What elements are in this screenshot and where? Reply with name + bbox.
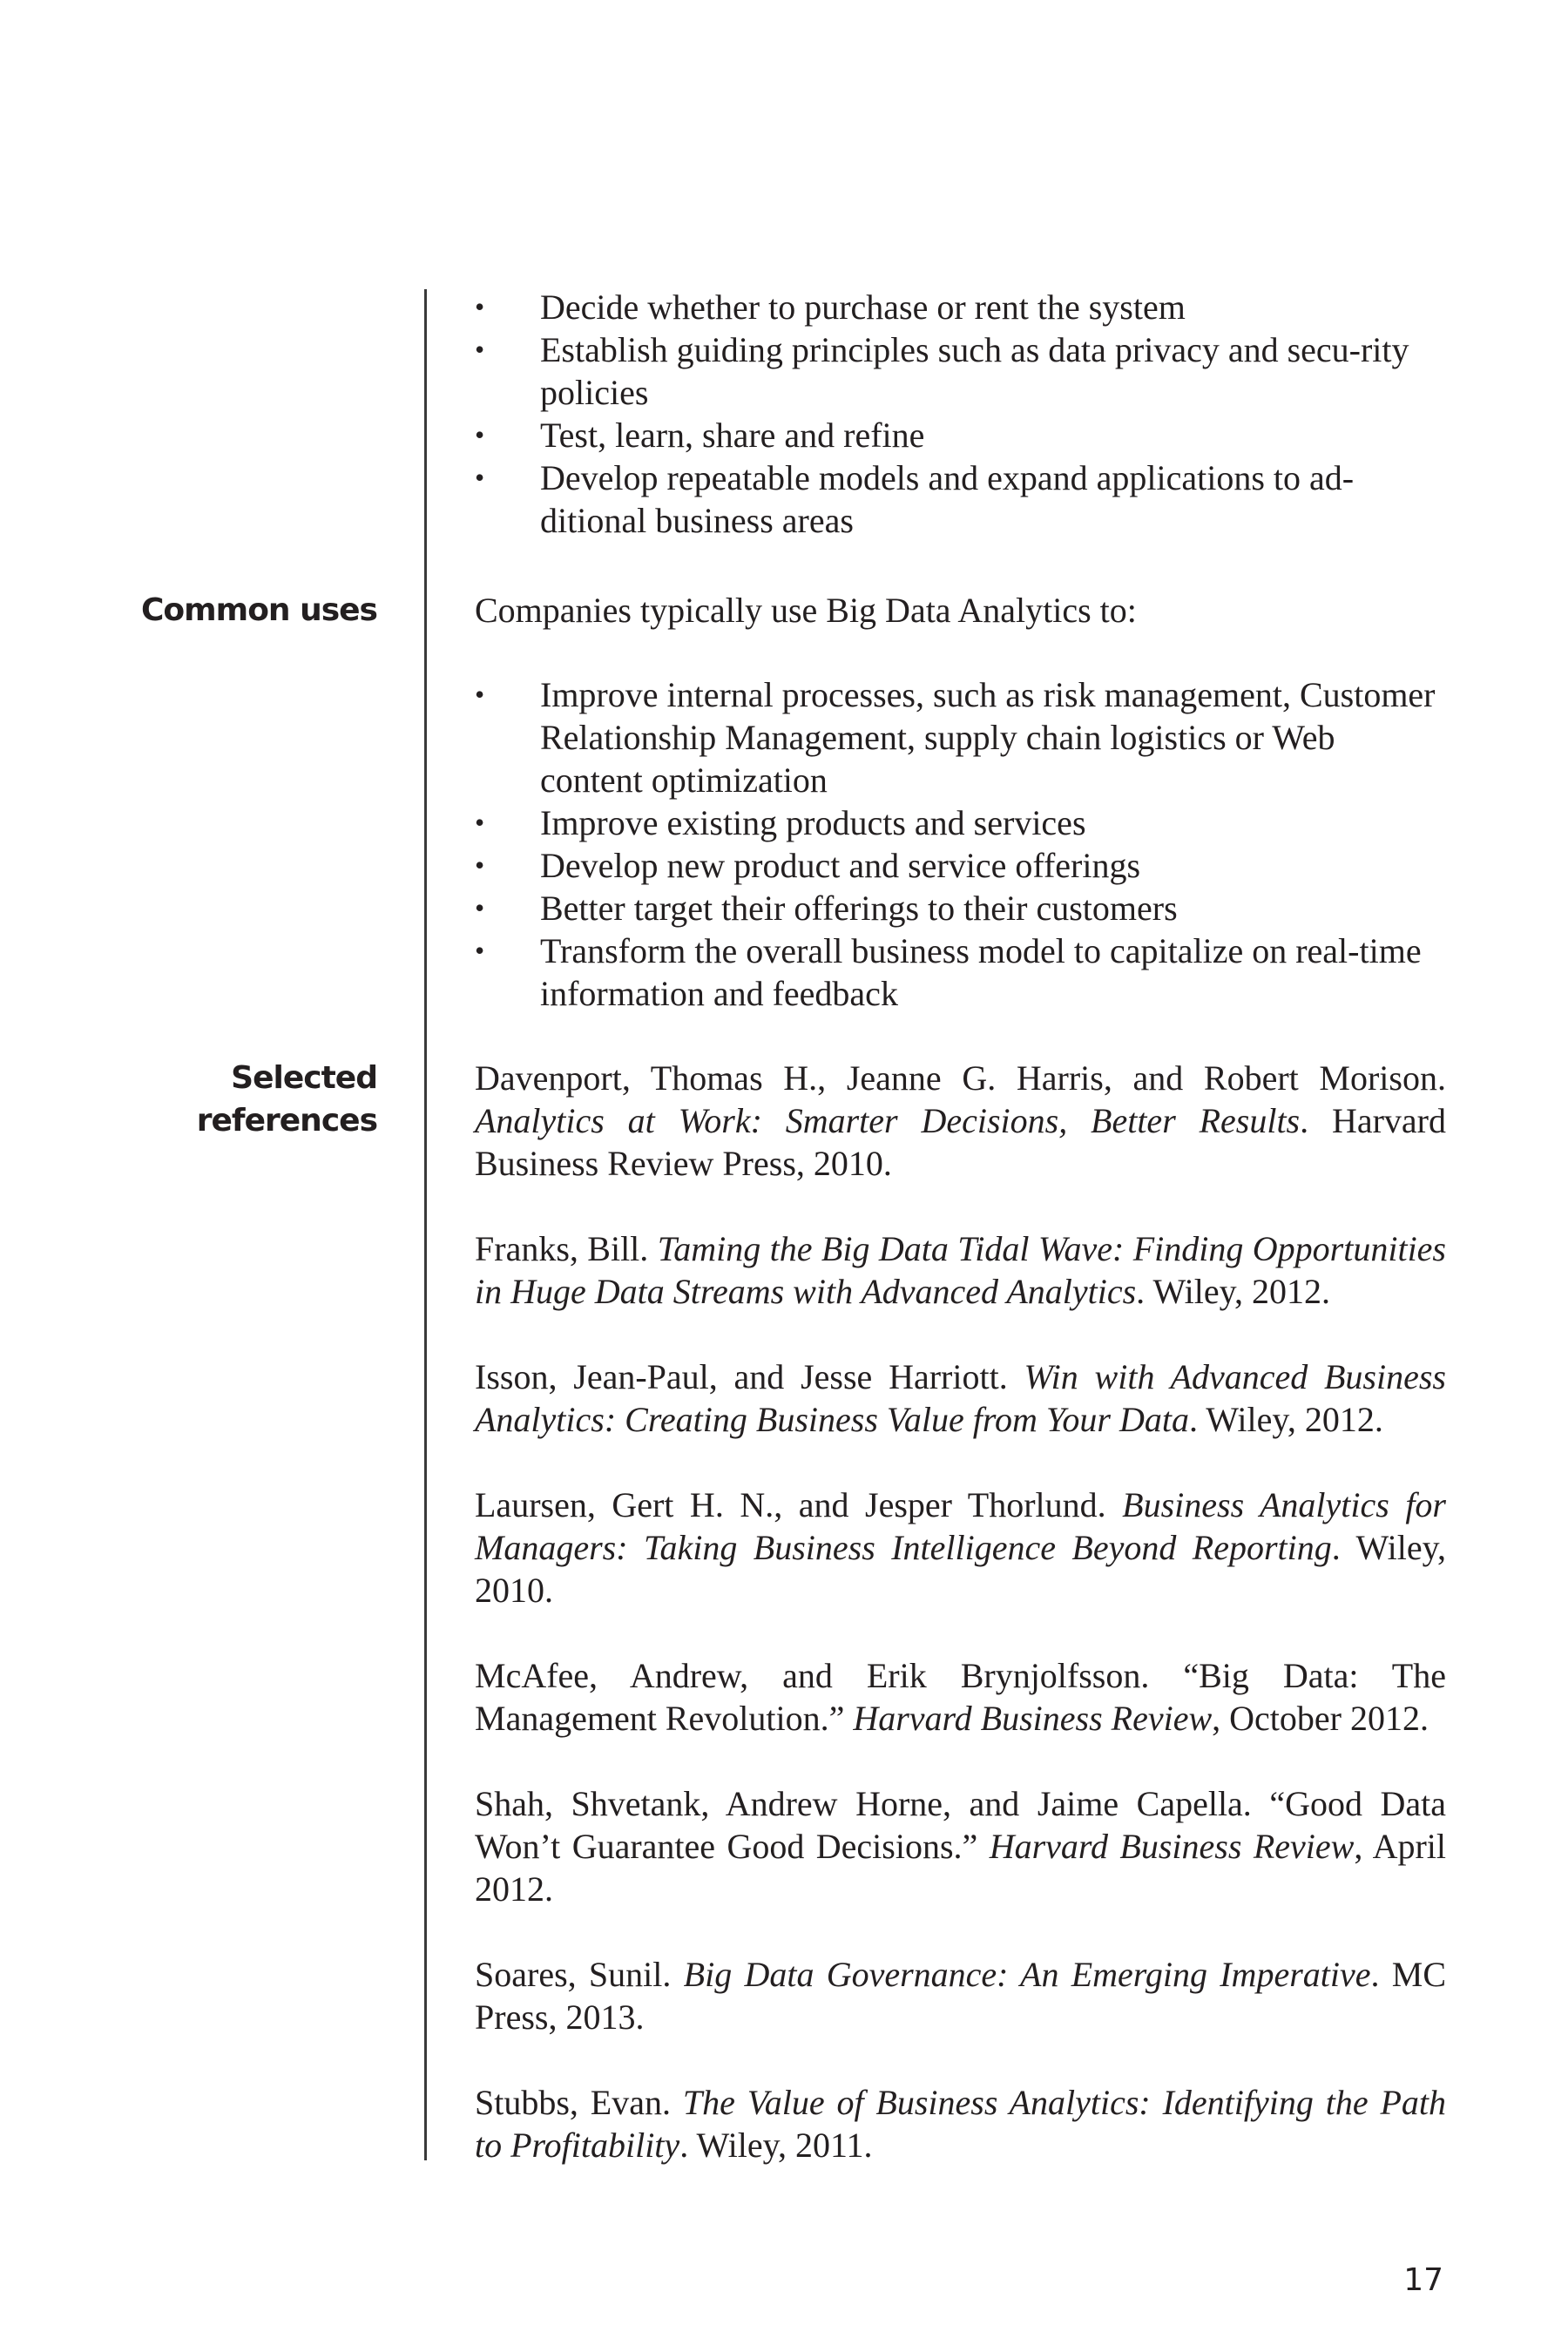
- reference-entry: [475, 1654, 1446, 1740]
- reference-publisher: . Wiley, 2011.: [679, 2126, 873, 2165]
- list-item: • Improve existing products and services: [475, 801, 1446, 844]
- reference-authors: McAfee, Andrew, and Erik Brynjolfsson. “Big Data: The Management Revolution.”: [475, 1656, 1446, 1738]
- reference-title: Taming the Big Data Tidal Wave: Finding Opportunities in Huge Data Streams with Advanced Analytics: [475, 1229, 1447, 1311]
- vertical-divider: [424, 289, 427, 2160]
- reference-authors: Soares, Sunil.: [475, 1955, 672, 1994]
- reference-entry: [475, 1227, 1446, 1313]
- list-item: • Improve internal processes, such as risk management, Customer Relationship Management, supply chain logistics or Web content optimization: [475, 673, 1446, 801]
- reference-authors: Shah, Shvetank, Andrew Horne, and Jaime Capella. “Good Data Won’t Guarantee Good Decisions.”: [475, 1784, 1446, 1866]
- reference-authors: Stubbs, Evan.: [475, 2083, 671, 2122]
- reference-publisher: , October 2012.: [1212, 1699, 1429, 1738]
- references-section: [475, 1057, 1446, 2209]
- reference-authors: Franks, Bill.: [475, 1229, 649, 1268]
- list-item: • Test, learn, share and refine: [475, 414, 1446, 456]
- common-uses-section: [475, 673, 1446, 1015]
- reference-title: Win with Advanced Business Analytics: Creating Business Value from Your Data: [475, 1357, 1446, 1439]
- reference-title: Harvard Business Review: [853, 1699, 1213, 1738]
- reference-publisher: . MC Press, 2013.: [475, 1955, 1447, 2037]
- list-item: • Better target their offerings to their customers: [475, 887, 1446, 929]
- reference-title: Harvard Business Review: [989, 1827, 1355, 1866]
- common-uses-label: Common uses: [141, 592, 377, 628]
- list-item: • Establish guiding principles such as data privacy and secu-rity policies: [475, 328, 1446, 414]
- selected-label: Selected: [231, 1060, 377, 1096]
- reference-authors: Davenport, Thomas H., Jeanne G. Harris, and Robert Morison.: [475, 1058, 1446, 1098]
- list-item: • Decide whether to purchase or rent the system: [475, 286, 1446, 328]
- list-item: • Transform the overall business model to capitalize on real-time information and feedback: [475, 929, 1446, 1015]
- reference-entry: [475, 1484, 1446, 1612]
- reference-entry: [475, 1953, 1446, 2038]
- reference-title: Analytics at Work: Smarter Decisions, Better Results: [475, 1101, 1301, 1140]
- common-uses-list: [475, 673, 1446, 1015]
- page-number: 17: [1403, 2262, 1443, 2298]
- reference-entry: [475, 1355, 1446, 1441]
- sidebar-heading-common-uses: [98, 589, 377, 632]
- list-item: • Develop repeatable models and expand applications to ad-ditional business areas: [475, 456, 1446, 542]
- reference-publisher: . Wiley, 2012.: [1136, 1272, 1330, 1311]
- list-item: • Develop new product and service offerings: [475, 844, 1446, 887]
- steps-section: [475, 286, 1446, 542]
- reference-publisher: . Wiley, 2012.: [1189, 1400, 1383, 1439]
- references-label: references: [196, 1103, 377, 1139]
- common-uses-intro: [475, 589, 1446, 632]
- reference-entry: [475, 2081, 1446, 2166]
- sidebar-heading-selected-references: [98, 1057, 377, 1142]
- reference-entry: [475, 1782, 1446, 1910]
- reference-authors: Laursen, Gert H. N., and Jesper Thorlund.: [475, 1485, 1106, 1524]
- reference-authors: Isson, Jean-Paul, and Jesse Harriott.: [475, 1357, 1008, 1396]
- reference-publisher: , April 2012.: [475, 1827, 1447, 1909]
- reference-title: The Value of Business Analytics: Identifying the Path to Profitability: [475, 2083, 1447, 2165]
- reference-publisher: . Wiley, 2010.: [475, 1528, 1446, 1610]
- steps-list: [475, 286, 1446, 542]
- reference-title: Big Data Governance: An Emerging Imperative: [683, 1955, 1371, 1994]
- reference-title: Business Analytics for Managers: Taking Business Intelligence Beyond Reporting: [475, 1485, 1446, 1567]
- intro-text: Companies typically use Big Data Analytics to:: [475, 591, 1137, 630]
- reference-entry: [475, 1057, 1446, 1185]
- reference-publisher: . Harvard Business Review Press, 2010.: [475, 1101, 1447, 1183]
